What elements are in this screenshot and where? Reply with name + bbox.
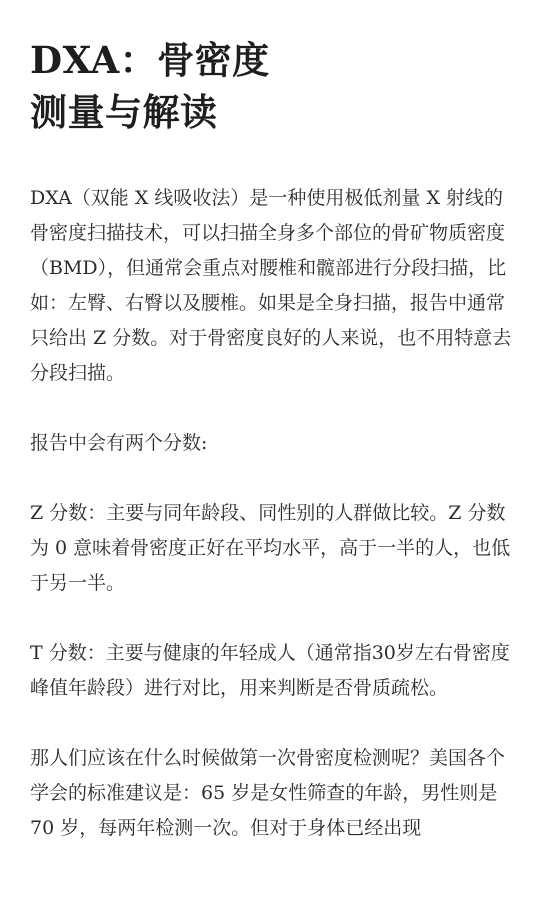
title-line-1: DXA：骨密度 <box>30 38 270 82</box>
paragraph-screening-age: 那人们应该在什么时候做第一次骨密度检测呢？美国各个学会的标准建议是：65 岁是女性筛查的年龄，男性则是 70 岁，每两年检测一次。但对于身体已经出现 <box>30 747 506 839</box>
article <box>30 34 515 846</box>
paragraph-t-score: T 分数：主要与健康的年轻成人（通常指30岁左右骨密度峰值年龄段）进行对比，用来判断是否骨质疏松。 <box>30 642 510 699</box>
article-title <box>30 34 515 138</box>
paragraph-scores-intro: 报告中会有两个分数: <box>30 432 208 454</box>
paragraph-dxa-intro: DXA（双能 X 线吸收法）是一种使用极低剂量 X 射线的骨密度扫描技术，可以扫描全身多个部位的骨矿物质密度（BMD），但通常会重点对腰椎和髋部进行分段扫描，比如：左臀、右臀以及腰椎。如果是全身扫描，报告中通常只给出 Z 分数。对于骨密度良好的人来说，也不用特意去分段扫描。 <box>30 187 512 384</box>
title-line-2: 测量与解读 <box>30 90 218 134</box>
paragraph-z-score: Z 分数：主要与同年龄段、同性别的人群做比较。Z 分数为 0 意味着骨密度正好在平均水平，高于一半的人，也低于另一半。 <box>30 502 511 594</box>
